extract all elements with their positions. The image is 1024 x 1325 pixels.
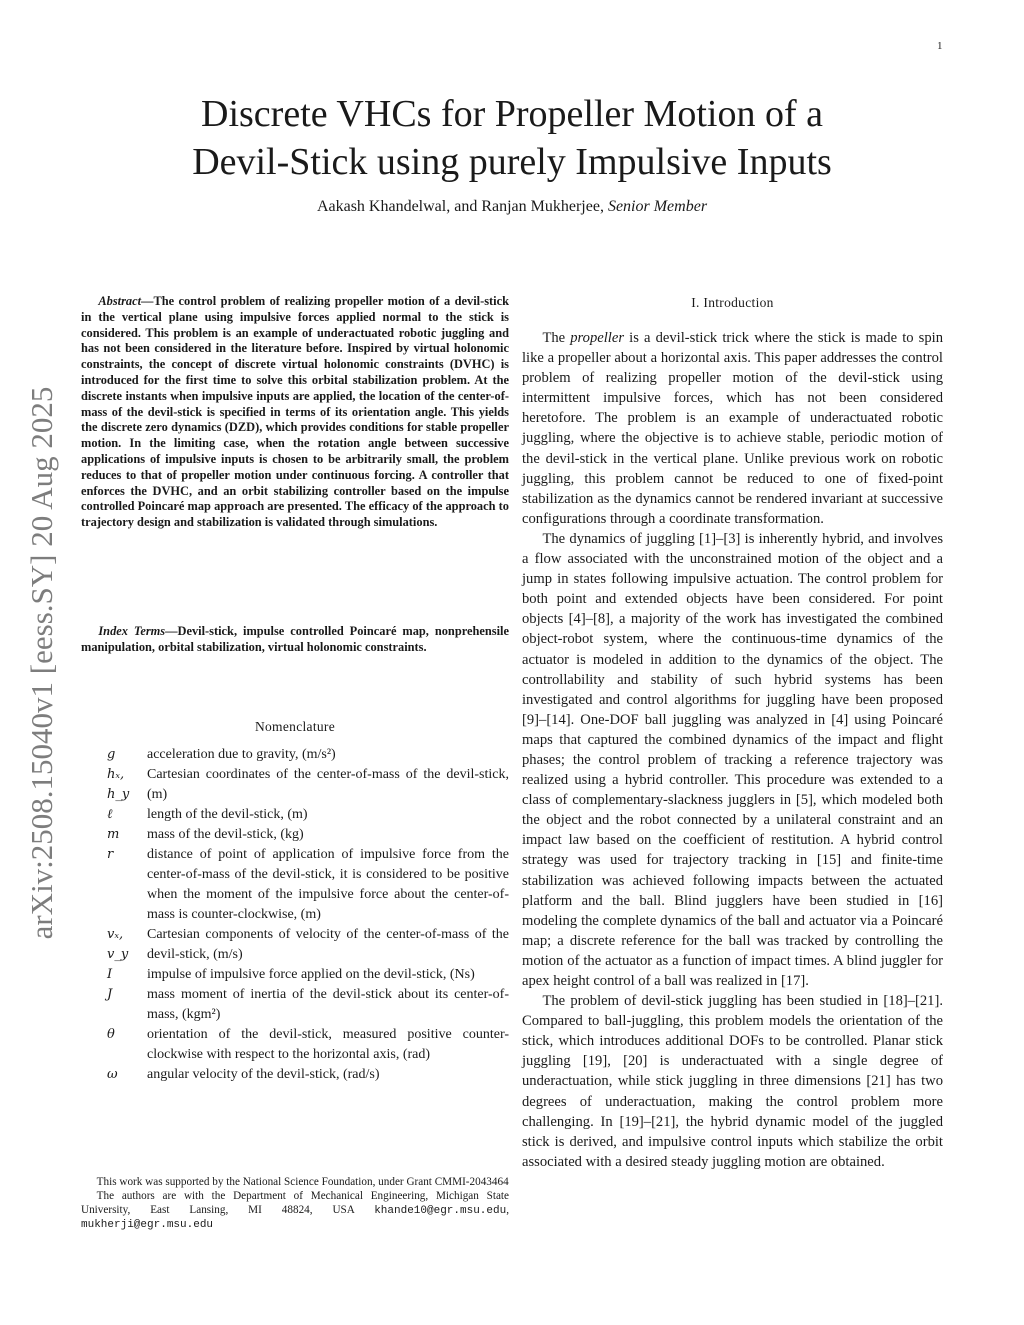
index-terms-text: —Devil-stick, impulse controlled Poincaré map, nonprehensile manipulation, orbital stabilization, virtual holonomic constraints.: [81, 624, 509, 654]
nomenclature-definition: mass of the devil-stick, (kg): [147, 827, 304, 842]
nomenclature-definition: mass moment of inertia of the devil-stick about its center-of-mass, (kgm²): [147, 987, 509, 1022]
nomenclature-definition: Cartesian coordinates of the center-of-mass of the devil-stick, (m): [147, 767, 509, 802]
nomenclature-definition: Cartesian components of velocity of the center-of-mass of the devil-stick, (m/s): [147, 927, 509, 962]
nomenclature-row: [81, 1025, 509, 1065]
nomenclature-row: [81, 845, 509, 925]
section-heading-introduction: I. Introduction: [691, 295, 774, 310]
nomenclature-definition: length of the devil-stick, (m): [147, 807, 308, 822]
nomenclature-symbol: g: [107, 747, 116, 762]
nomenclature-symbol: hₓ, h_y: [107, 767, 130, 802]
abstract: [81, 294, 509, 531]
author-names: Aakash Khandelwal, and Ranjan Mukherjee,: [316, 198, 604, 215]
nomenclature-symbol: ℓ: [107, 807, 113, 822]
intro-paragraph-3: The problem of devil-stick juggling has been studied in [18]–[21]. Compared to ball-juggling, this problem models the orientation of the stick, which introduces additional DOFs to be controlled. Planar stick juggling [19], [20] is underactuated with a single degree of underactuation, while stick juggling in three dimensions [21] has two degrees of underactuation, making the control problem more challenging. In [19]–[21], the hybrid dynamic model of the juggled stick is derived, and impulsive control inputs which stabilize the orbit associated with a desired steady juggling motion are obtained.: [522, 993, 943, 1170]
nomenclature-row: [81, 1065, 509, 1085]
index-terms: [81, 624, 509, 656]
introduction-body: [522, 328, 943, 1172]
nomenclature-row: [81, 965, 509, 985]
nomenclature-row: [81, 825, 509, 845]
page-number: 1: [937, 40, 943, 52]
nomenclature-symbol: vₓ, v_y: [107, 927, 129, 962]
intro-paragraph-1: [522, 328, 943, 529]
intro-paragraph-2: The dynamics of juggling [1]–[3] is inherently hybrid, and involves a flow associated with the unconstrained motion of the object and a jump in states following impulsive actuation. The control problem for both point and extended objects have been considered. For point objects [4]–[8], a majority of the work has investigated the combined object-robot system, where the continuous-time dynamics of the actuator is modeled in addition to the dynamics of the object. The controllability and stability of such hybrid systems has been investigated and control algorithms for juggling have been proposed [9]–[14]. One-DOF ball juggling was analyzed in [4] using Poincaré maps that captured the combined dynamics of the impact and flight phases; the control problem of tracking a reference trajectory was realized using a hybrid controller. This procedure was extended to a class of complementary-slackness jugglers in [5], which modeled both the object and the robot connected by a unilateral constraint and an impact law based on the coefficient of restitution. A hybrid control strategy was used for trajectory tracking in [15] and finite-time stabilization was achieved following impacts between the actuated platform and the ball. Blind jugglers have been studied in [16] modeling the complete dynamics of the ball and actuator via a Poincaré map; a discrete reference for the ball was tracked by controlling the motion of the actuator as a function of impact times. A blind juggler for apex height control of a ball was realized in [17].: [522, 530, 943, 989]
nomenclature-symbol: m: [107, 827, 120, 842]
nomenclature-definition: orientation of the devil-stick, measured positive counter-clockwise with respect to the horizontal axis, (rad): [147, 1027, 509, 1062]
paper-title: [0, 90, 1024, 186]
footnote-affiliation: The authors are with the Department of Mechanical Engineering, Michigan State University, East Lansing, MI 48824, USA khande10@egr.msu.edu, mukherji@egr.msu.edu: [81, 1189, 510, 1232]
abstract-label: Abstract: [98, 294, 142, 308]
intro-p1-rest: is a devil-stick trick where the stick is made to spin like a propeller about a horizontal axis. This paper addresses the control problem of realizing propeller motion of the devil-stick using intermittent impulsive forces, which has not been considered heretofore. The problem is an example of underactuated robotic juggling, where the objective is to achieve stable, periodic motion of the devil-stick in the vertical plane. Unlike previous work on robotic juggling, this problem cannot be reduced to one of fixed-point stabilization as the dynamics cannot be rendered invariant at successive configurations through a coordinate transformation.: [522, 330, 943, 527]
email-link-2[interactable]: mukherji@egr.msu.edu: [81, 1219, 214, 1232]
nomenclature-row: [81, 765, 509, 805]
nomenclature-definition: impulse of impulsive force applied on the devil-stick, (Ns): [147, 967, 475, 982]
nomenclature-symbol: I: [107, 967, 113, 982]
nomenclature-symbol: J: [107, 987, 113, 1002]
author-line: [0, 198, 1024, 216]
footnote-affiliation-text: The authors are with the Department of Mechanical Engineering, Michigan State University, East Lansing, MI 48824, USA: [81, 1189, 509, 1216]
email-link-1[interactable]: khande10@egr.msu.edu: [374, 1204, 507, 1217]
title-line-2: Devil-Stick using purely Impulsive Inputs: [192, 141, 832, 183]
nomenclature-symbol: r: [107, 847, 114, 862]
arxiv-identifier: arXiv:2508.15040v1 [eess.SY] 20 Aug 2025: [24, 386, 59, 940]
nomenclature-symbol: θ: [107, 1027, 115, 1042]
footnote-funding: This work was supported by the National Science Foundation, under Grant CMMI-2043464: [96, 1176, 509, 1188]
nomenclature-definition: distance of point of application of impulsive force from the center-of-mass of the devil-stick, it is considered to be positive when the moment of the impulsive force about the center-of-mass is counter-clockwise, (m): [147, 847, 509, 922]
nomenclature-definition: acceleration due to gravity, (m/s²): [147, 747, 336, 762]
nomenclature-row: [81, 985, 509, 1025]
nomenclature-list: [81, 745, 509, 1085]
index-terms-label: Index Terms: [98, 624, 166, 638]
intro-p1-emphasis: propeller: [570, 330, 625, 346]
title-line-1: Discrete VHCs for Propeller Motion of a: [201, 93, 823, 135]
author-membership: Senior Member: [607, 198, 708, 215]
intro-p1-start: The: [542, 330, 571, 346]
nomenclature-row: [81, 805, 509, 825]
nomenclature-row: [81, 925, 509, 965]
nomenclature-row: [81, 745, 509, 765]
nomenclature-definition: angular velocity of the devil-stick, (rad/s): [147, 1067, 380, 1082]
nomenclature-symbol: ω: [107, 1067, 118, 1082]
abstract-text: —The control problem of realizing propeller motion of a devil-stick in the vertical plane using impulsive forces applied normal to the stick is considered. This problem is an example of underactuated robotic juggling and has not been considered in the literature before. Inspired by virtual holonomic constraints, the concept of discrete virtual holonomic constraints (DVHC) is introduced for the first time to solve this orbital stabilization problem. At the discrete instants when impulsive inputs are applied, the location of the center-of-mass of the devil-stick is specified in terms of its orientation angle. This yields the discrete zero dynamics (DZD), which provides conditions for stable propeller motion. In the limiting case, when the rotation angle between successive applications of impulsive inputs is chosen to be arbitrarily small, the problem reduces to that of propeller motion under continuous forcing. A controller that enforces the DVHC, and an orbit stabilizing controller based on the impulse controlled Poincaré map approach are presented. The efficacy of the approach to trajectory design and stabilization is validated through simulations.: [81, 294, 509, 530]
footnotes: [81, 1176, 509, 1233]
nomenclature-heading: Nomenclature: [254, 719, 336, 734]
